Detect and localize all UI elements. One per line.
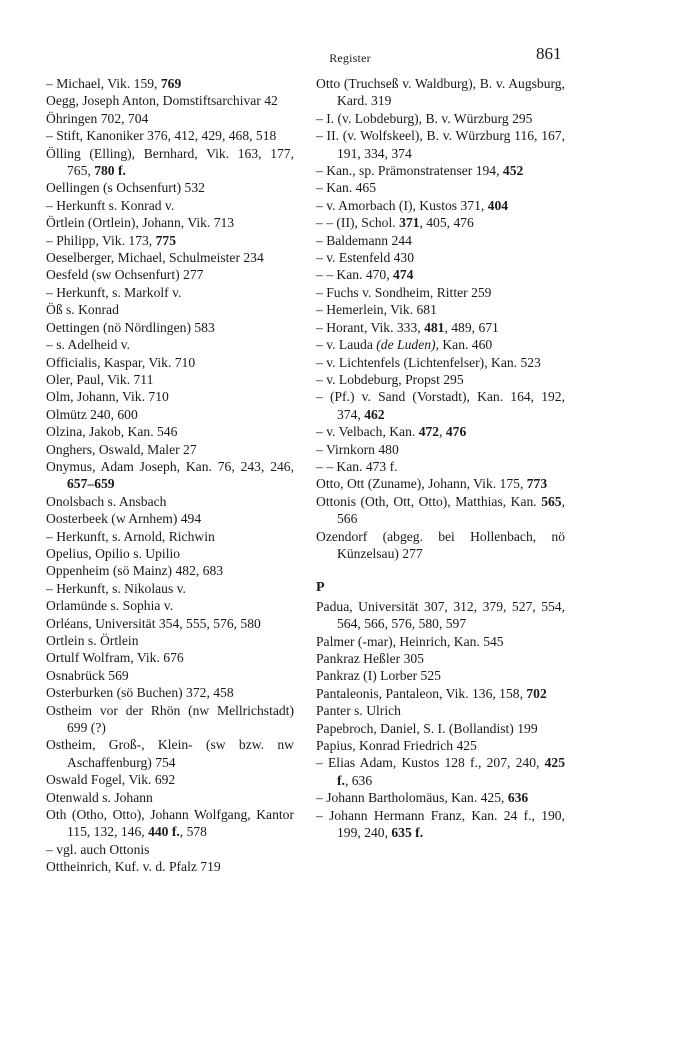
entry-text: – Kan. 465 [316,180,377,196]
index-entry [316,528,565,563]
entry-text: – Herkunft, s. Nikolaus v. [46,580,186,596]
index-entry [46,214,294,231]
index-subentry [316,232,565,249]
entry-text: – v. Lobdeburg, Propst 295 [316,371,464,387]
index-entry [46,423,294,440]
entry-text: Ortlein s. Örtlein [46,633,139,648]
entry-text: Ortulf Wolfram, Vik. 676 [46,650,184,666]
index-subentry [46,232,294,249]
entry-text: Papebroch, Daniel, S. I. (Bollandist) 199 [316,720,538,736]
entry-text: Panter s. Ulrich [316,703,401,719]
entry-text: Otto (Truchseß v. Waldburg), B. v. Augsburg, Kard. 319 [316,76,565,109]
bold-page-reference: 404 [487,197,509,213]
entry-text: Oth (Otho, Otto), Johann Wolfgang, Kantor 115, 132, 146, [46,807,294,840]
entry-text: , 566 [337,493,565,527]
index-entry [316,685,565,702]
entry-text: Otenwald s. Johann [46,789,153,805]
index-entry [46,319,294,336]
index-subentry [316,249,565,266]
entry-text: Ostheim, Groß-, Klein- (sw bzw. nw Aschaffenburg) 754 [46,737,294,770]
index-entry [46,110,294,127]
index-entry [46,858,294,875]
entry-text: – Elias Adam, Kustos 128 f., 207, 240, [316,755,545,771]
index-subentry [316,319,565,336]
index-entry [46,510,294,527]
index-entry [46,789,294,806]
entry-text: – v. Amorbach (I), Kustos 371, [316,197,488,213]
entry-text: Oppenheim (sö Mainz) 482, 683 [46,563,224,579]
index-entry [46,406,294,423]
index-entry [316,493,565,528]
entry-text: Papius, Konrad Friedrich 425 [316,738,477,754]
index-entry [46,736,294,771]
entry-text: – Hemerlein, Vik. 681 [316,302,437,318]
entry-text: Osnabrück 569 [46,667,129,683]
entry-text: – Herkunft, s. Arnold, Richwin [46,528,215,544]
entry-text: – Herkunft s. Konrad v. [46,197,175,213]
index-entry [46,667,294,684]
entry-text: – vgl. auch Ottonis [46,841,150,857]
bold-page-reference: 565 [541,493,562,509]
index-entry [316,475,565,492]
entry-text: Ottonis (Oth, Ott, Otto), Matthias, Kan. [316,493,542,509]
entry-text: Orléans, Universität 354, 555, 576, 580 [46,615,261,631]
entry-text: – II. (v. Wolfskeel), B. v. Würzburg 116, 167, 191, 334, 374 [316,128,565,161]
entry-text: Oswald Fogel, Vik. 692 [46,772,176,788]
entry-text: Ostheim vor der Rhön (nw Mellrichstadt) 699 (?) [46,702,294,736]
entry-text: , 578 [179,824,207,840]
index-entry [46,771,294,788]
index-subentry [46,197,294,214]
bold-page-reference: 780 f. [94,163,126,179]
entry-text: , 636 [344,772,373,788]
entry-text: – Virnkorn 480 [316,441,399,457]
entry-text: Öhringen 702, 704 [46,110,149,126]
index-entry [46,545,294,562]
entry-text: – – Kan. 473 f. [316,458,398,474]
index-entry [46,684,294,701]
index-entry [316,75,565,110]
index-entry [46,649,294,666]
entry-text: Ozendorf (abgeg. bei Hollenbach, nö Künzelsau) 277 [316,528,565,561]
entry-text: – Horant, Vik. 333, [316,319,425,335]
entry-text: Orlamünde s. Sophia v. [46,598,174,614]
entry-text: Örtlein (Ortlein), Johann, Vik. 713 [46,215,235,231]
entry-text: – Kan., sp. Prämonstratenser 194, [316,163,503,179]
index-column-left [46,75,294,876]
entry-text: Onymus, Adam Joseph, Kan. 76, 243, 246, [46,458,294,474]
bold-page-reference: 773 [526,476,548,492]
entry-text: Oesfeld (sw Ochsenfurt) 277 [46,267,204,283]
index-entry [316,737,565,754]
entry-text: Oler, Paul, Vik. 711 [46,371,154,387]
italic-text: (de Luden) [376,337,436,353]
index-entry [316,633,565,650]
index-subentry [316,458,565,475]
entry-text: Pantaleonis, Pantaleon, Vik. 136, 158, [316,685,527,701]
index-subentry [316,301,565,318]
page-number: 861 [536,44,562,63]
index-entry [46,145,294,180]
bold-page-reference: 425 f. [337,755,565,788]
bold-page-reference: 474 [393,267,414,283]
entry-text: – Johann Hermann Franz, Kan. 24 f., 190, 199, 240, [316,807,565,841]
index-subentry [316,266,565,283]
index-subentry [316,441,565,458]
index-subentry [316,388,565,423]
index-entry [316,702,565,719]
index-entry [46,266,294,283]
entry-text: Oegg, Joseph Anton, Domstiftsarchivar 42 [46,93,278,109]
entry-text: Officialis, Kaspar, Vik. 710 [46,354,196,370]
entry-text: – v. Estenfeld 430 [316,250,415,266]
entry-text: Otto, Ott (Zuname), Johann, Vik. 175, [316,476,527,492]
bold-page-reference: 775 [155,232,176,248]
entry-text: Olzina, Jakob, Kan. 546 [46,424,178,440]
index-subentry [316,214,565,231]
bold-page-reference: 769 [160,76,182,91]
entry-text: – Philipp, Vik. 173, [46,232,156,248]
index-subentry [316,127,565,162]
index-subentry [46,127,294,144]
index-subentry [46,580,294,597]
entry-text: Oellingen (s Ochsenfurt) 532 [46,180,205,196]
bold-page-reference: 371 [399,215,420,231]
entry-text: – Fuchs v. Sondheim, Ritter 259 [316,284,492,300]
index-entry [46,371,294,388]
section-letter [316,579,565,596]
entry-text: Onghers, Oswald, Maler 27 [46,441,197,457]
entry-text: , 489, 671 [444,319,499,335]
entry-text: Olm, Johann, Vik. 710 [46,389,169,405]
index-subentry [316,110,565,127]
entry-text: – – (II), Schol. [316,215,400,231]
entry-text: Pankraz Heßler 305 [316,651,424,666]
index-entry [46,806,294,841]
index-subentry [316,179,565,196]
bold-page-reference: 472 [418,424,440,440]
entry-text: Pankraz (I) Lorber 525 [316,668,441,684]
index-entry [46,92,294,109]
index-entry [46,597,294,614]
entry-text: Onolsbach s. Ansbach [46,493,167,509]
entry-text: Padua, Universität 307, 312, 379, 527, 554, 564, 566, 576, 580, 597 [316,598,565,632]
index-subentry [316,197,565,214]
index-entry [316,667,565,684]
index-entry [46,249,294,266]
index-subentry [46,528,294,545]
index-entry [316,598,565,633]
bold-page-reference: 702 [526,685,547,701]
index-entry [316,650,565,667]
entry-text: , 405, 476 [419,215,474,231]
index-entry [46,615,294,632]
entry-text: – Herkunft, s. Markolf v. [46,284,182,300]
entry-text: Olmütz 240, 600 [46,406,138,422]
index-subentry [316,284,565,301]
entry-text: Ölling (Elling), Bernhard, Vik. 163, 177, 765, [46,145,294,179]
entry-text: Oeselberger, Michael, Schulmeister 234 [46,250,264,266]
entry-text: Ottheinrich, Kuf. v. d. Pfalz 719 [46,859,221,875]
bold-page-reference: 636 [507,790,529,806]
entry-text: – v. Lichtenfels (Lichtenfelser), Kan. 523 [316,354,541,370]
index-entry [46,458,294,493]
index-subentry [316,354,565,371]
entry-text: P [316,580,325,596]
entry-text: , Kan. 460 [435,337,493,353]
entry-text: – v. Lauda [316,337,377,353]
bold-page-reference: 481 [424,319,445,335]
entry-text: – Baldemann 244 [316,232,412,248]
index-entry [46,632,294,649]
entry-text: – v. Velbach, Kan. [316,424,419,440]
entry-text: – – Kan. 470, [316,267,394,283]
index-subentry [316,371,565,388]
index-subentry [316,423,565,440]
entry-text: Oettingen (nö Nördlingen) 583 [46,319,215,335]
entry-text: – Johann Bartholomäus, Kan. 425, [316,790,508,806]
entry-text: – Stift, Kanoniker 376, 412, 429, 468, 518 [46,128,277,144]
index-entry [46,179,294,196]
running-header: Register [329,51,371,65]
entry-text: – s. Adelheid v. [46,337,131,353]
bold-page-reference: 657–659 [67,476,115,492]
entry-text: Öß s. Konrad [46,302,119,318]
index-subentry [316,807,565,842]
bold-page-reference: 462 [364,406,385,422]
index-entry [46,441,294,458]
entry-text: Palmer (-mar), Heinrich, Kan. 545 [316,633,504,649]
index-column-right [316,75,565,841]
index-subentry [316,162,565,179]
entry-text: – (Pf.) v. Sand (Vorstadt), Kan. 164, 192, 374, [316,389,565,422]
index-subentry [46,841,294,858]
index-subentry [316,754,565,789]
entry-text: Opelius, Opilio s. Upilio [46,545,181,561]
entry-text: , [439,424,446,440]
index-entry [316,720,565,737]
entry-text: – Michael, Vik. 159, [46,76,161,91]
entry-text: Osterburken (sö Buchen) 372, 458 [46,685,234,701]
index-entry [46,388,294,405]
index-entry [46,493,294,510]
index-subentry [46,336,294,353]
entry-text: Oosterbeek (w Arnhem) 494 [46,511,202,527]
index-entry [46,702,294,737]
index-subentry [316,789,565,806]
index-subentry [316,336,565,353]
index-entry [46,301,294,318]
bold-page-reference: 440 f. [148,824,180,840]
entry-text: – I. (v. Lobdeburg), B. v. Würzburg 295 [316,110,533,126]
bold-page-reference: 452 [502,163,524,179]
index-entry [46,354,294,371]
bold-page-reference: 476 [445,424,467,440]
index-entry [46,562,294,579]
bold-page-reference: 635 f. [391,825,424,841]
index-subentry [46,75,294,92]
index-subentry [46,284,294,301]
